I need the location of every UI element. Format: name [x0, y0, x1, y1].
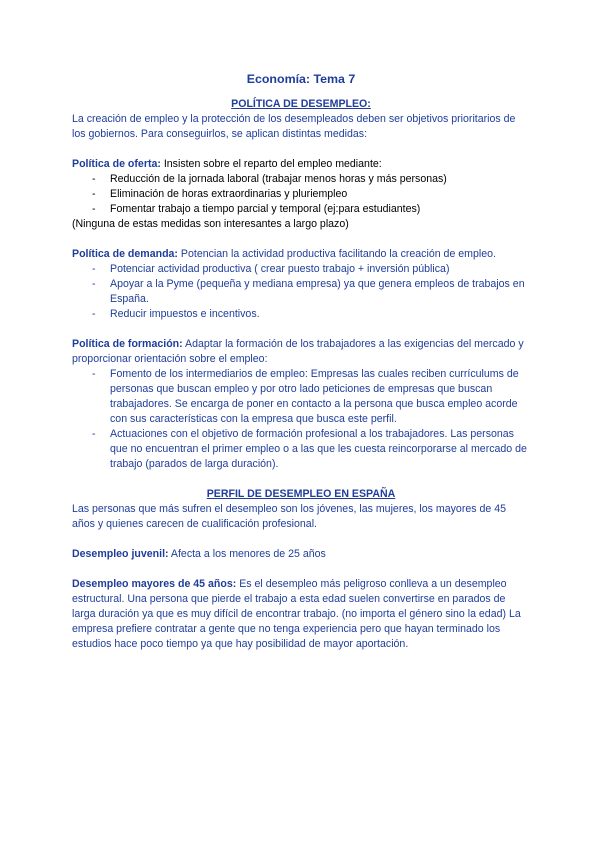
list-item: - Apoyar a la Pyme (pequeña y mediana empresa) ya que genera empleos de trabajos en España. [72, 277, 530, 307]
list-item: - Fomento de los intermediarios de empleo: Empresas las cuales reciben currículums de personas que buscan empleo y por otro lado peticiones de empresas que buscan trabajadores. Se encarga de poner en contacto a la persona que busca empleo acorde con sus características con la empresa que busca este perfil. [72, 367, 530, 427]
perfil-intro: Las personas que más sufren el desempleo son los jóvenes, las mujeres, los mayores de 45 años y quienes carecen de cualificación profesional. [72, 503, 506, 530]
list-item: - Reducción de la jornada laboral (trabajar menos horas y más personas) [72, 172, 530, 187]
demanda-list [72, 262, 530, 322]
list-item: - Fomentar trabajo a tiempo parcial y temporal (ej:para estudiantes) [72, 202, 530, 217]
list-item: - Eliminación de horas extraordinarias y pluriempleo [72, 187, 530, 202]
list-item: - Reducir impuestos e incentivos. [72, 307, 530, 322]
juvenil-text: Afecta a los menores de 25 años [168, 548, 326, 560]
demanda-label: Política de demanda: [72, 248, 178, 260]
demanda-text: Potencian la actividad productiva facilitando la creación de empleo. [177, 248, 496, 260]
demanda-paragraph [72, 247, 530, 262]
mayores-text: Es el desempleo más peligroso conlleva a un desempleo estructural. Una persona que pierde el trabajo a esta edad suelen convertirse en parados de larga duración ya que es muy difícil de encontrar trabajo. (no importa el género sino la edad) La empresa prefiere contratar a gente que no tenga experiencia pero que hayan terminado los estudios hace poco tiempo ya que hay posibilidad de mayor aportación. [72, 578, 521, 650]
juvenil-paragraph [72, 547, 530, 562]
formacion-text: Adaptar la formación de los trabajadores a las exigencias del mercado y proporcionar orientación sobre el empleo: [72, 338, 524, 365]
oferta-label: Política de oferta: [72, 158, 161, 170]
formacion-list [72, 367, 530, 472]
list-item: - Actuaciones con el objetivo de formación profesional a los trabajadores. Las personas que no encuentran el primer empleo o a las que les cuesta reincorporarse al mercado de trabajo (parados de larga duración). [72, 427, 530, 472]
list-item: - Potenciar actividad productiva ( crear puesto trabajo + inversión pública) [72, 262, 530, 277]
section-heading-perfil: PERFIL DE DESEMPLEO EN ESPAÑA [206, 488, 396, 500]
mayores-label: Desempleo mayores de 45 años: [72, 578, 237, 590]
oferta-paragraph [72, 157, 530, 172]
document-title: Economía: Tema 7 [246, 72, 356, 86]
intro-paragraph: La creación de empleo y la protección de los desempleados deben ser objetivos prioritarios de los gobiernos. Para conseguirlos, se aplican distintas medidas: [72, 113, 516, 140]
juvenil-label: Desempleo juvenil: [72, 548, 169, 560]
oferta-note: (Ninguna de estas medidas son interesantes a largo plazo) [72, 218, 349, 230]
oferta-text: Insisten sobre el reparto del empleo mediante: [160, 158, 382, 170]
document-page [72, 72, 530, 652]
section-heading-politica: POLÍTICA DE DESEMPLEO: [231, 98, 371, 110]
formacion-paragraph [72, 337, 530, 367]
oferta-list [72, 172, 530, 217]
mayores-paragraph [72, 577, 530, 652]
formacion-label: Política de formación: [72, 338, 183, 350]
